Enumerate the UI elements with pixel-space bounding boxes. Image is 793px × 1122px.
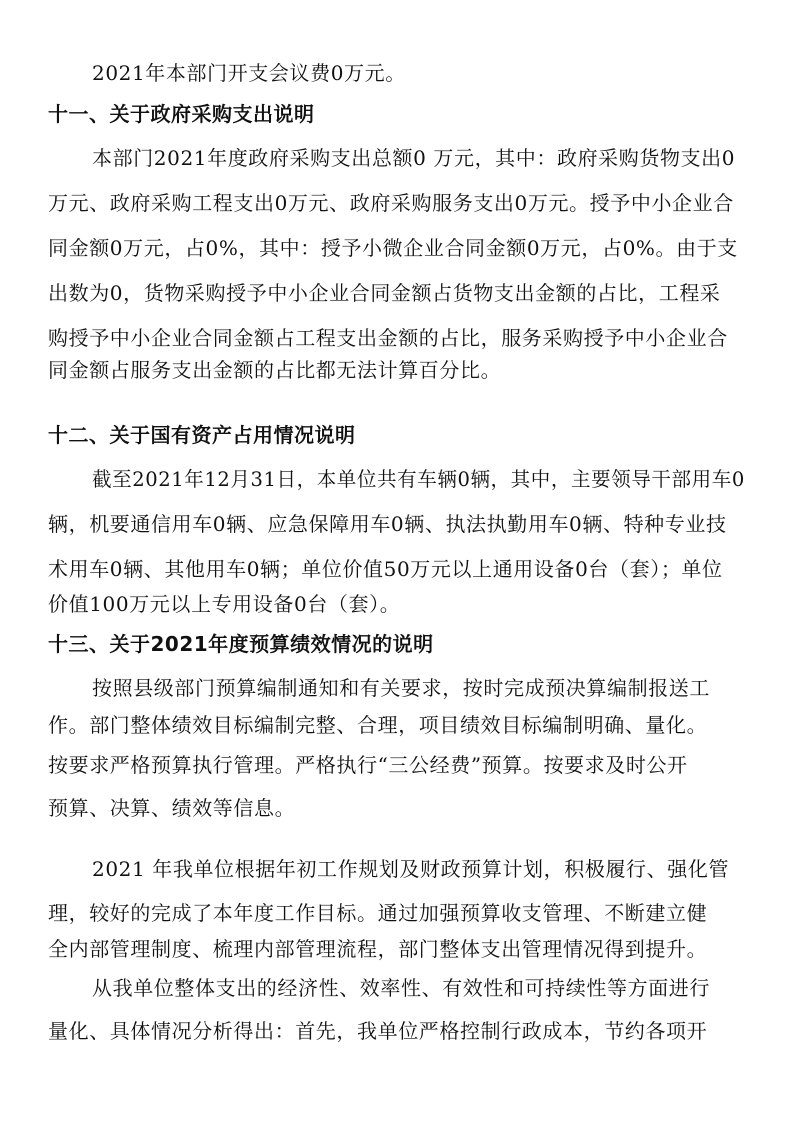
paragraph-line: 出数为0，货物采购授予中小企业合同金额占货物支出金额的占比，工程采	[48, 281, 721, 305]
paragraph-line: 价值100万元以上专用设备0台（套）。	[48, 592, 401, 616]
paragraph-line: 术用车0辆、其他用车0辆；单位价值50万元以上通用设备0台（套）；单位	[48, 557, 723, 581]
section-heading-procurement: 十一、关于政府采购支出说明	[48, 102, 315, 126]
paragraph-line: 量化、具体情况分析得出：首先，我单位严格控制行政成本，节约各项开	[48, 1019, 708, 1043]
paragraph-line: 按照县级部门预算编制通知和有关要求，按时完成预决算编制报送工	[92, 676, 710, 700]
paragraph-line: 截至2021年12月31日，本单位共有车辆0辆，其中，主要领导干部用车0	[92, 467, 745, 491]
paragraph-meeting-fee: 2021年本部门开支会议费0万元。	[92, 61, 406, 85]
paragraph-line: 同金额占服务支出金额的占比都无法计算百分比。	[48, 358, 502, 382]
paragraph-line: 购授予中小企业合同金额占工程支出金额的占比，服务采购授予中小企业合	[48, 326, 728, 350]
section-heading-assets: 十二、关于国有资产占用情况说明	[48, 423, 356, 447]
section-heading-performance: 十三、关于2021年度预算绩效情况的说明	[48, 632, 434, 656]
paragraph-line: 从我单位整体支出的经济性、效率性、有效性和可持续性等方面进行	[92, 976, 710, 1000]
paragraph-line: 作。部门整体绩效目标编制完整、合理，项目绩效目标编制明确、量化。	[48, 713, 708, 737]
paragraph-line: 本部门2021年度政府采购支出总额0 万元，其中：政府采购货物支出0	[92, 146, 736, 170]
paragraph-line: 同金额0万元，占0%，其中：授予小微企业合同金额0万元，占0%。由于支	[48, 236, 738, 260]
paragraph-line: 理，较好的完成了本年度工作目标。通过加强预算收支管理、不断建立健	[48, 901, 708, 925]
paragraph-line: 按要求严格预算执行管理。严格执行“三公经费”预算。按要求及时公开	[48, 753, 688, 777]
paragraph-line: 辆，机要通信用车0辆、应急保障用车0辆、执法执勤用车0辆、特种专业技	[48, 512, 727, 536]
paragraph-line: 2021 年我单位根据年初工作规划及财政预算计划，积极履行、强化管	[92, 857, 730, 881]
paragraph-line: 全内部管理制度、梳理内部管理流程，部门整体支出管理情况得到提升。	[48, 937, 708, 961]
paragraph-line: 预算、决算、绩效等信息。	[48, 796, 296, 820]
paragraph-line: 万元、政府采购工程支出0万元、政府采购服务支出0万元。授予中小企业合	[48, 191, 734, 215]
